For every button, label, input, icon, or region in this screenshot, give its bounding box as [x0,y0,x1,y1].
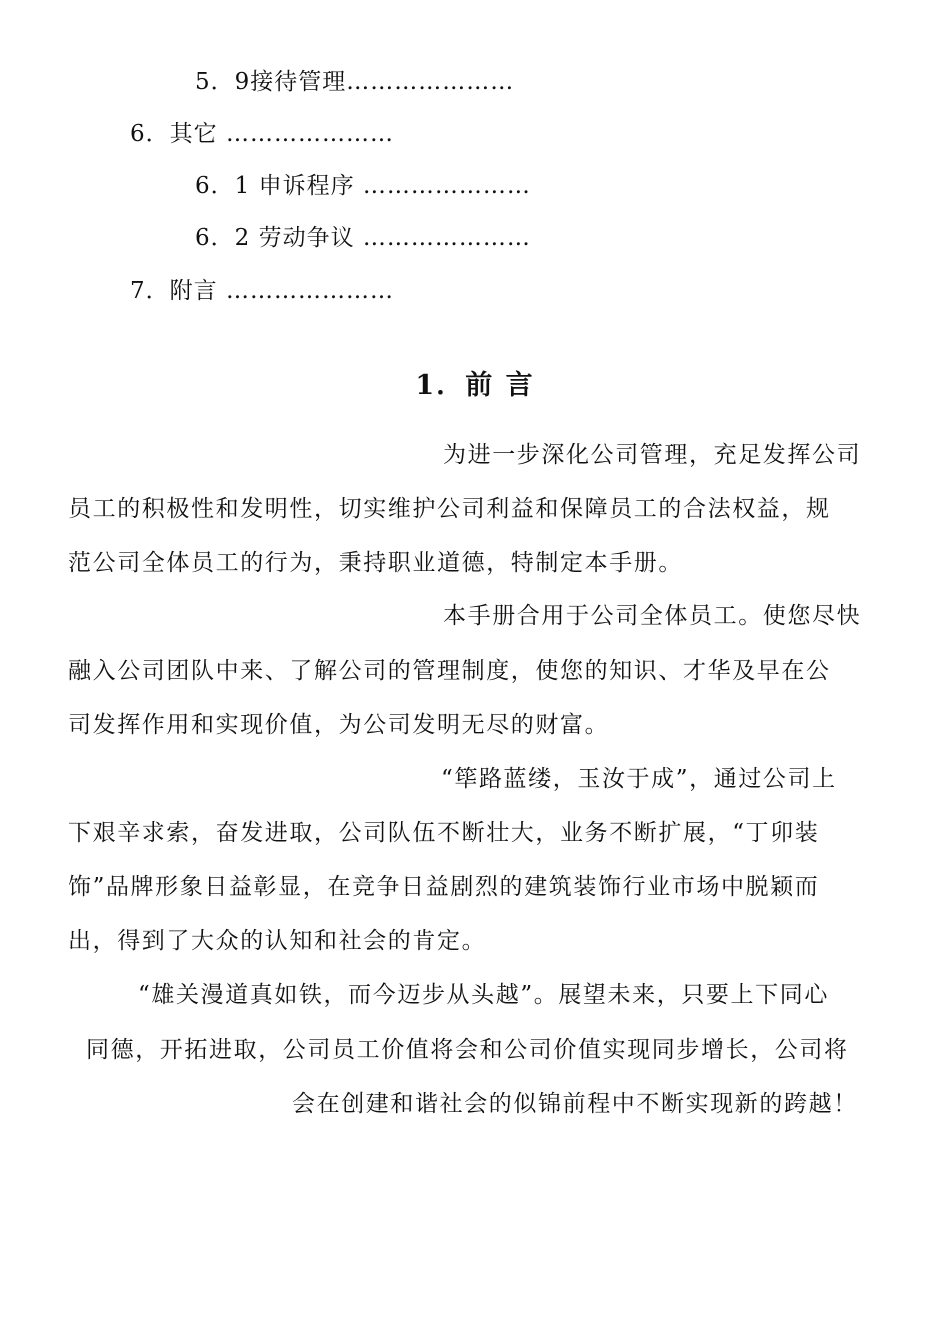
paragraph-line: 饰”品牌形象日益彰显，在竞争日益剧烈的建筑装饰行业市场中脱颖而 [68,874,820,900]
toc-item-6: 6．其它 ………………… [130,121,394,147]
paragraph-line: “筚路蓝缕，玉汝于成”，通过公司上 [441,766,837,792]
paragraph-line: “雄关漫道真如铁，而今迈步从头越”。展望未来，只要上下同心 [138,982,829,1008]
paragraph-line: 下艰辛求索，奋发进取，公司队伍不断壮大，业务不断扩展，“丁卯装 [68,820,820,846]
toc-item-5-9: 5．9接待管理………………… [195,69,515,95]
paragraph-line: 出，得到了大众的认知和社会的肯定。 [68,928,487,954]
toc-item-6-2: 6．2 劳动争议 ………………… [195,225,531,251]
paragraph-line: 融入公司团队中来、了解公司的管理制度，使您的知识、才华及早在公 [68,658,831,684]
toc-item-6-1: 6．1 申诉程序 ………………… [195,173,531,199]
paragraph-line: 员工的积极性和发明性，切实维护公司利益和保障员工的合法权益，规 [68,496,831,522]
toc-item-7: 7．附言 ………………… [130,278,394,304]
section-heading: 1．前 言 [415,370,535,401]
paragraph-line: 同德，开拓进取，公司员工价值将会和公司价值实现同步增长，公司将 [86,1037,849,1063]
paragraph-line: 司发挥作用和实现价值，为公司发明无尽的财富。 [68,712,610,738]
paragraph-line: 本手册合用于公司全体员工。使您尽快 [443,603,862,629]
paragraph-line: 为进一步深化公司管理，充足发挥公司 [443,442,862,468]
paragraph-line: 会在创建和谐社会的似锦前程中不断实现新的跨越！ [292,1091,858,1117]
paragraph-line: 范公司全体员工的行为，秉持职业道德，特制定本手册。 [68,550,683,576]
